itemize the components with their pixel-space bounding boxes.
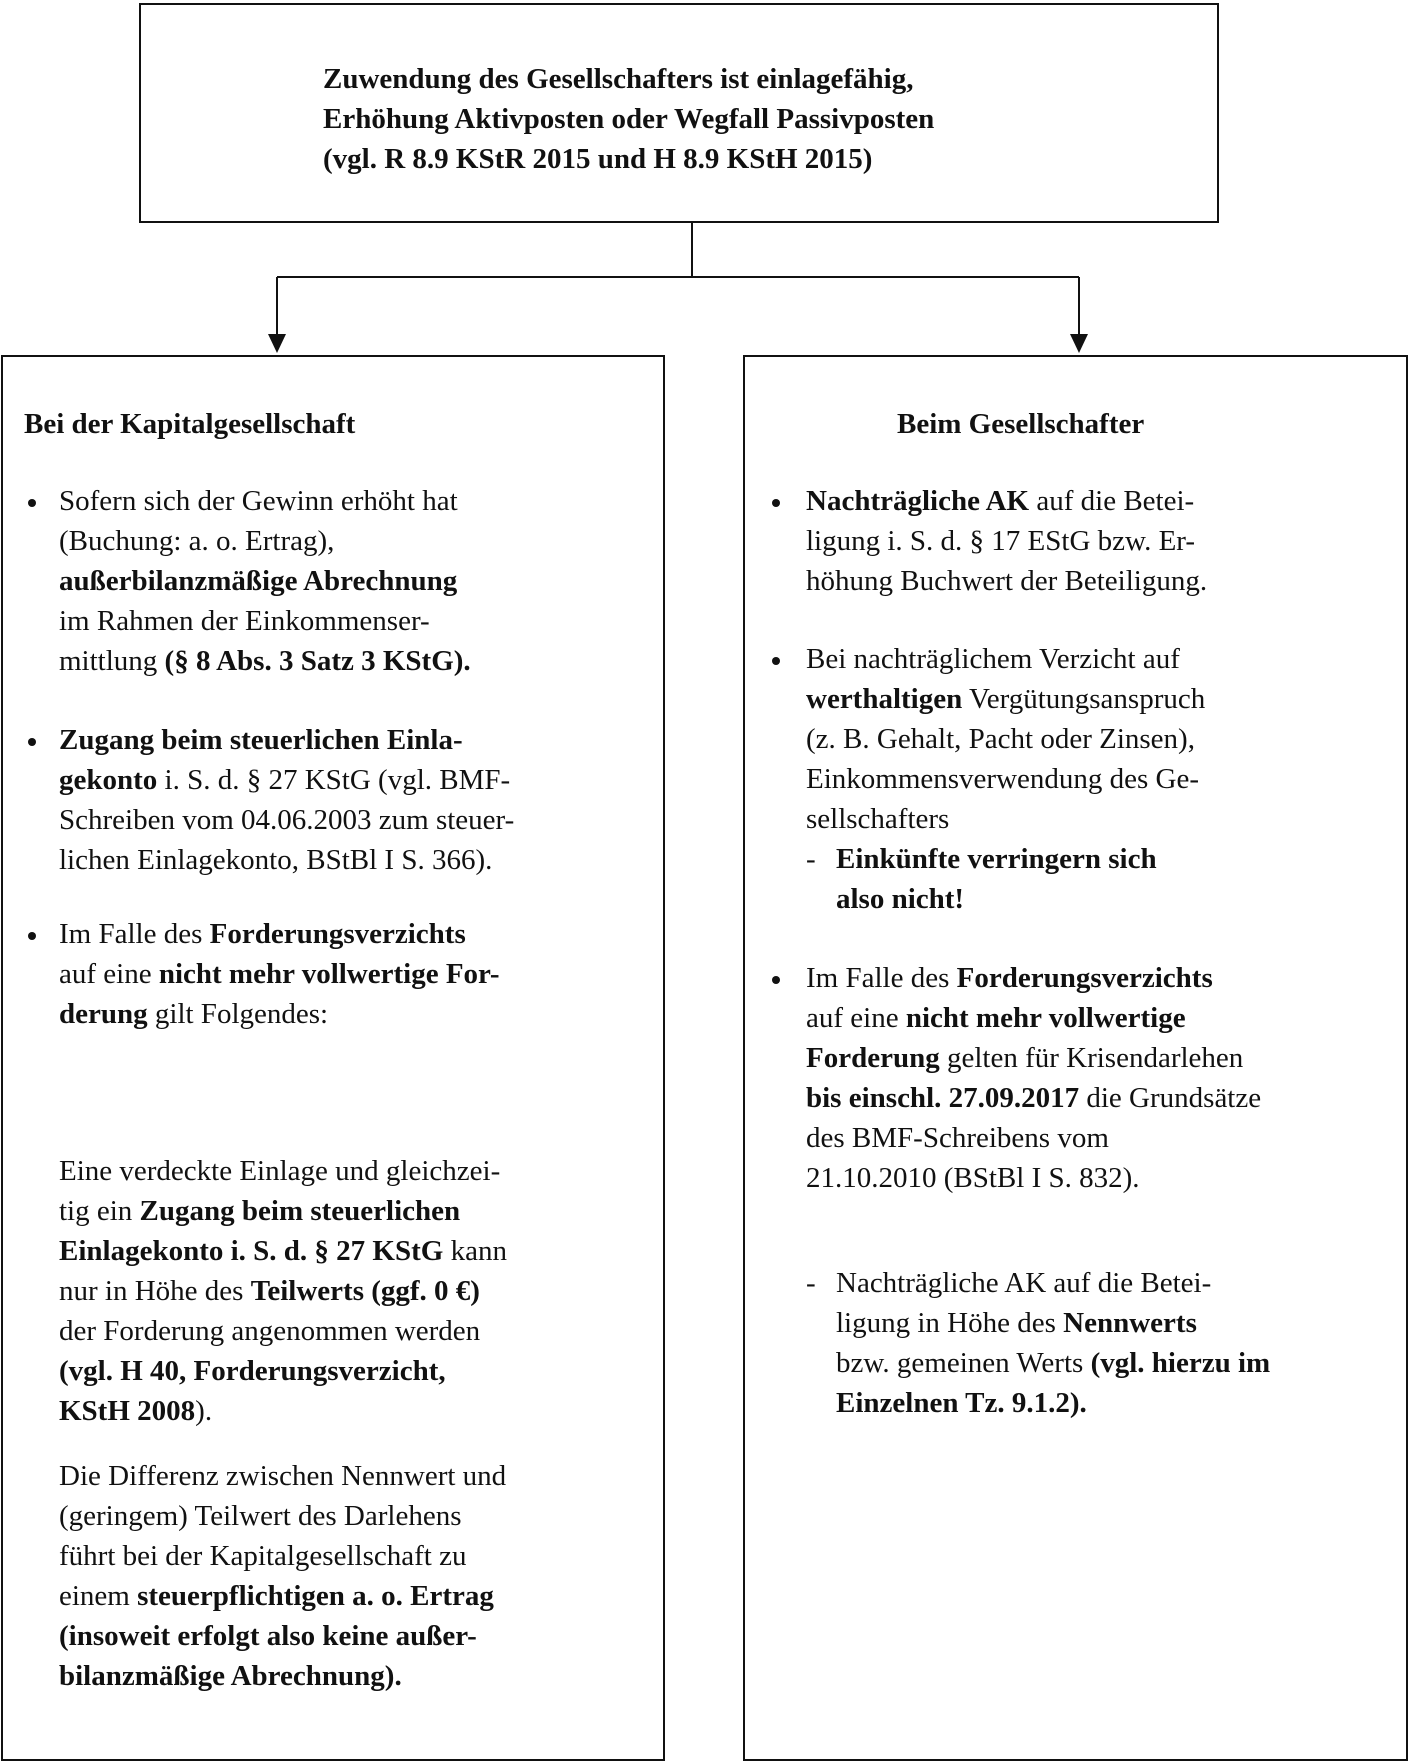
right-heading: Beim Gesellschafter: [897, 408, 1145, 440]
bullet-icon: [28, 738, 36, 746]
left-p3-line-3b: gilt Folgendes:: [147, 998, 329, 1030]
right-p3-line-6: 21.10.2010 (BStBl I S. 832).: [806, 1162, 1140, 1194]
arrow-right-icon: [1070, 334, 1088, 353]
right-p4-line-1: Nachträgliche AK auf die Betei-: [836, 1267, 1212, 1299]
right-p1-line-3: höhung Buchwert der Beteiligung.: [806, 565, 1208, 597]
dash-marker: -: [806, 1267, 816, 1299]
right-p4-line-2a: ligung in Höhe des: [836, 1307, 1064, 1339]
arrow-left-icon: [268, 334, 286, 353]
right-p3-line-5: des BMF-Schreibens vom: [806, 1122, 1109, 1154]
left-p3-line-2b: nicht mehr vollwertige For-: [158, 958, 500, 990]
right-p3-line-3a: Forderung: [806, 1042, 940, 1074]
right-paragraph-4: [836, 1263, 1270, 1423]
left-p1-line-2: (Buchung: a. o. Ertrag),: [59, 525, 335, 557]
left-paragraph-4: [59, 1151, 507, 1431]
right-p2-line-2a: werthaltigen: [806, 683, 963, 715]
top-line-2: Erhöhung Aktivposten oder Wegfall Passivposten: [323, 103, 935, 135]
left-paragraph-2: [59, 720, 514, 880]
left-p2-line-2b: i. S. d. § 27 KStG (vgl. BMF-: [157, 764, 511, 796]
right-p3-line-2b: nicht mehr vollwertige: [905, 1002, 1186, 1034]
left-p5-line-4b: steuerpflichtigen a. o. Ertrag: [137, 1580, 494, 1612]
right-p4-line-2b: Nennwerts: [1063, 1307, 1197, 1339]
right-p2-line-5: sellschafters: [806, 803, 950, 835]
left-p3-line-3a: derung: [59, 998, 148, 1030]
left-p5-line-1: Die Differenz zwischen Nennwert und: [59, 1460, 507, 1492]
right-p1-line-2: ligung i. S. d. § 17 EStG bzw. Er-: [806, 525, 1196, 557]
left-p4-line-4a: nur in Höhe des: [59, 1275, 251, 1307]
top-box-text: [323, 60, 934, 180]
bullet-icon: [772, 976, 780, 984]
left-p1-line-4: im Rahmen der Einkommenser-: [59, 605, 430, 637]
right-p3-line-3b: gelten für Krisendarlehen: [939, 1042, 1244, 1074]
left-p2-line-2a: gekonto: [59, 764, 158, 796]
right-paragraph-1: [806, 481, 1207, 601]
top-box: [139, 3, 1219, 223]
left-paragraph-3: [59, 914, 500, 1034]
left-paragraph-1: [59, 481, 471, 681]
right-p2-line-2b: Vergütungsanspruch: [962, 683, 1206, 715]
left-p5-line-4a: einem: [59, 1580, 138, 1612]
bullet-icon: [772, 499, 780, 507]
top-line-3: (vgl. R 8.9 KStR 2015 und H 8.9 KStH 2015): [323, 143, 873, 175]
left-p4-line-1: Eine verdeckte Einlage und gleichzei-: [59, 1155, 501, 1187]
left-p1-line-3: außerbilanzmäßige Abrechnung: [59, 565, 458, 597]
left-p4-line-5: der Forderung angenommen werden: [59, 1315, 481, 1347]
right-p1-line-1a: Nachträgliche AK: [806, 485, 1030, 517]
left-paragraph-5: [59, 1456, 506, 1696]
left-heading: Bei der Kapitalgesellschaft: [24, 408, 356, 440]
left-p5-line-6: bilanzmäßige Abrechnung).: [59, 1660, 402, 1692]
bullet-icon: [28, 499, 36, 507]
left-p5-line-2: (geringem) Teilwert des Darlehens: [59, 1500, 462, 1532]
left-p4-line-3b: kann: [443, 1235, 507, 1267]
left-p1-line-1: Sofern sich der Gewinn erhöht hat: [59, 485, 458, 517]
left-p3-line-1b: Forderungsverzichts: [209, 918, 466, 950]
right-p3-line-4a: bis einschl. 27.09.2017: [806, 1082, 1080, 1114]
right-p2-dash-line-1: Einkünfte verringern sich: [836, 843, 1157, 875]
left-p4-line-7b: ).: [195, 1395, 213, 1427]
left-p4-line-6: (vgl. H 40, Forderungsverzicht,: [59, 1355, 446, 1387]
left-p5-line-5: (insoweit erfolgt also keine außer-: [59, 1620, 477, 1652]
right-p3-line-4b: die Grundsätze: [1079, 1082, 1262, 1114]
right-p3-line-2a: auf eine: [806, 1002, 906, 1034]
right-paragraph-2: [806, 639, 1205, 839]
right-p2-dash-line-2: also nicht!: [836, 883, 965, 915]
bullet-icon: [28, 932, 36, 940]
right-p2-line-4: Einkommensverwendung des Ge-: [806, 763, 1200, 795]
dash-marker: -: [806, 843, 816, 875]
right-p3-line-1b: Forderungsverzichts: [956, 962, 1213, 994]
left-p4-line-2a: tig ein: [59, 1195, 140, 1227]
left-p5-line-3: führt bei der Kapitalgesellschaft zu: [59, 1540, 467, 1572]
left-p1-line-5b: (§ 8 Abs. 3 Satz 3 KStG).: [164, 645, 471, 677]
left-p4-line-4b: Teilwerts (ggf. 0 €): [250, 1275, 480, 1307]
left-p4-line-3a: Einlagekonto i. S. d. § 27 KStG: [59, 1235, 444, 1267]
right-paragraph-2-dash-item: [836, 839, 1157, 919]
right-p2-line-1: Bei nachträglichem Verzicht auf: [806, 643, 1180, 675]
right-p4-line-3b: (vgl. hierzu im: [1090, 1347, 1271, 1379]
left-p3-line-2a: auf eine: [59, 958, 159, 990]
bullet-icon: [772, 657, 780, 665]
right-p2-line-3: (z. B. Gehalt, Pacht oder Zinsen),: [806, 723, 1195, 755]
right-box-gesellschafter: [743, 355, 1408, 1761]
right-paragraph-3: [806, 958, 1261, 1198]
left-p2-line-4: lichen Einlagekonto, BStBl I S. 366).: [59, 844, 493, 876]
right-p3-line-1a: Im Falle des: [806, 962, 957, 994]
right-p4-line-4: Einzelnen Tz. 9.1.2).: [836, 1387, 1087, 1419]
left-p4-line-7a: KStH 2008: [59, 1395, 196, 1427]
left-box-kapitalgesellschaft: [1, 355, 665, 1761]
left-p4-line-2b: Zugang beim steuerlichen: [139, 1195, 461, 1227]
left-p3-line-1a: Im Falle des: [59, 918, 210, 950]
left-p2-line-1: Zugang beim steuerlichen Einla-: [59, 724, 463, 756]
left-p2-line-3: Schreiben vom 04.06.2003 zum steuer-: [59, 804, 515, 836]
right-p1-line-1b: auf die Betei-: [1029, 485, 1195, 517]
top-line-1: Zuwendung des Gesellschafters ist einlagefähig,: [323, 63, 914, 95]
right-p4-line-3a: bzw. gemeinen Werts: [836, 1347, 1091, 1379]
left-p1-line-5a: mittlung: [59, 645, 165, 677]
